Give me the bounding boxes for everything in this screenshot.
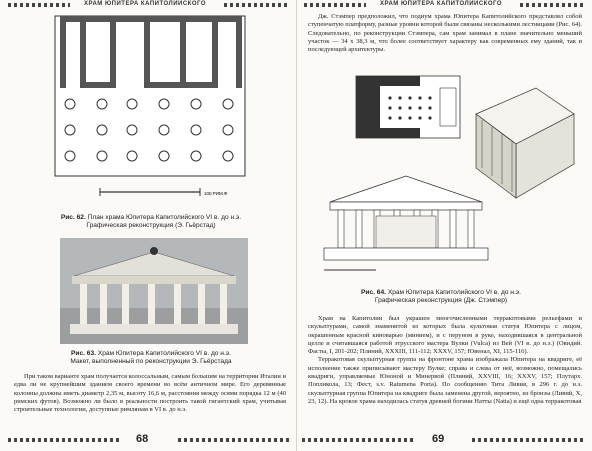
running-header: ХРАМ ЮПИТЕРА КАПИТОЛИЙСКОГО — [84, 1, 206, 7]
fig63-caption-line2: Макет, выполненный по реконструкции Э. Гьёрстада — [70, 358, 232, 365]
temple-model-photo — [60, 238, 248, 344]
plan-scale-label: 100 РИМ.Ф — [204, 191, 228, 196]
left-body-text — [14, 373, 286, 414]
header-ornament — [224, 3, 290, 7]
fig62-title: Рис. 62. — [60, 214, 86, 221]
right-paragraph-top: Дж. Стэмпер предположил, что подиум храма Юпитера Капитолийского представлял собой ступенчатую платформу, разные уровни которой были связаны несколькими лестницами (Рис. 64). Следовательно, по реконструкции Стэмпера, сам храм занимал в плане значительно меньший участок — 34 х 38,3 м, что более соответствует характеру как современных ему зданий, так и последующей архитектуры. — [308, 13, 582, 54]
running-header: ХРАМ ЮПИТЕРА КАПИТОЛИЙСКОГО — [380, 1, 502, 7]
stamper-reconstruction-figure — [316, 74, 576, 278]
footer-ornament — [178, 438, 290, 442]
footer-ornament — [302, 438, 414, 442]
fig62-caption-line1: План храма Юпитера Капитолийского VI в. до н.э. — [87, 214, 242, 221]
fig62-caption-line2: Графическая реконструкция (Э. Гьёрстад) — [86, 222, 216, 229]
temple-plan-figure — [40, 12, 262, 212]
right-body-text — [308, 315, 582, 406]
page-number-left: 68 — [136, 433, 149, 445]
header-ornament — [304, 3, 366, 7]
page-number-right: 69 — [432, 433, 445, 445]
right-top-text — [308, 13, 582, 54]
fig63-caption — [34, 350, 268, 366]
fig63-title: Рис. 63. — [71, 350, 96, 357]
header-ornament — [8, 3, 70, 7]
fig63-caption-line1: Храм Юпитера Капитолийского VI в. до н.э. — [97, 350, 231, 357]
footer-ornament — [8, 438, 120, 442]
fig64-caption-line1: Храм Юпитера Капитолийского VI в. до н.э. — [387, 289, 521, 296]
right-paragraph-2: Храм на Капитолии был украшен многочисленными терракотовыми рельефами и скульптурами, самой знаменитой из которых была культовая статуя Юпитера с лицом, окрашенным красной киноварью (минием), и с перуном в руке, находившаяся в центральной целле и считавшаяся работой этрусского мастера Вулки (Vulca) из Вей (VI в. до н.э.) (Овидий. Фасты, I, 201-202; Плиний, XXXIII, 111-112; XXXV, 157; Ювенал, XI, 115-116). — [308, 315, 582, 356]
header-ornament — [520, 3, 584, 7]
fig64-title: Рис. 64. — [361, 289, 386, 296]
fig64-caption-line2: Графическая реконструкция (Дж. Стэмпер) — [374, 297, 508, 304]
right-page — [296, 0, 592, 451]
right-paragraph-3: Терракотовая скульптурная группа на фронтоне храма изображала Юпитера на квадриге, её исполнение также приписывают мастеру Вулке; справа и слева от неё, возможно, помещались квадриги, управляемые Юноной и Минервой (Плиний, XXVIII, 16; XXXV, 157; Плутарх. Попликола, 13; Фест, s.v. Ratumena Porta). По сообщению Тита Ливия, в 296 г. до н.э. скульптурная группа Юпитера на квадриге была заменена другой, вероятно, из бронзы (Ливий, X, 23, 12). На кровле храма находилась статуя древней богини Натты (Natta) и ещё одна терракотовая — [308, 356, 582, 405]
fig62-caption — [34, 214, 268, 230]
fig64-caption — [336, 289, 546, 305]
left-paragraph: При таком варианте храм получается колоссальным, самым большим на территории Италии и едва ли не крупнейшим зданием своего времени во всём античном мире. Его деревянные колонны должны иметь диаметр 2,35 м, высоту 16,6 м, расстояния между осями порядка 12 м (40 римских футов). Возможно ли было в реальности построить такой гигантский храм, учитывая строительные технологии, доступные римлянам в VI в. до н.э. — [14, 373, 286, 414]
footer-ornament — [472, 438, 584, 442]
